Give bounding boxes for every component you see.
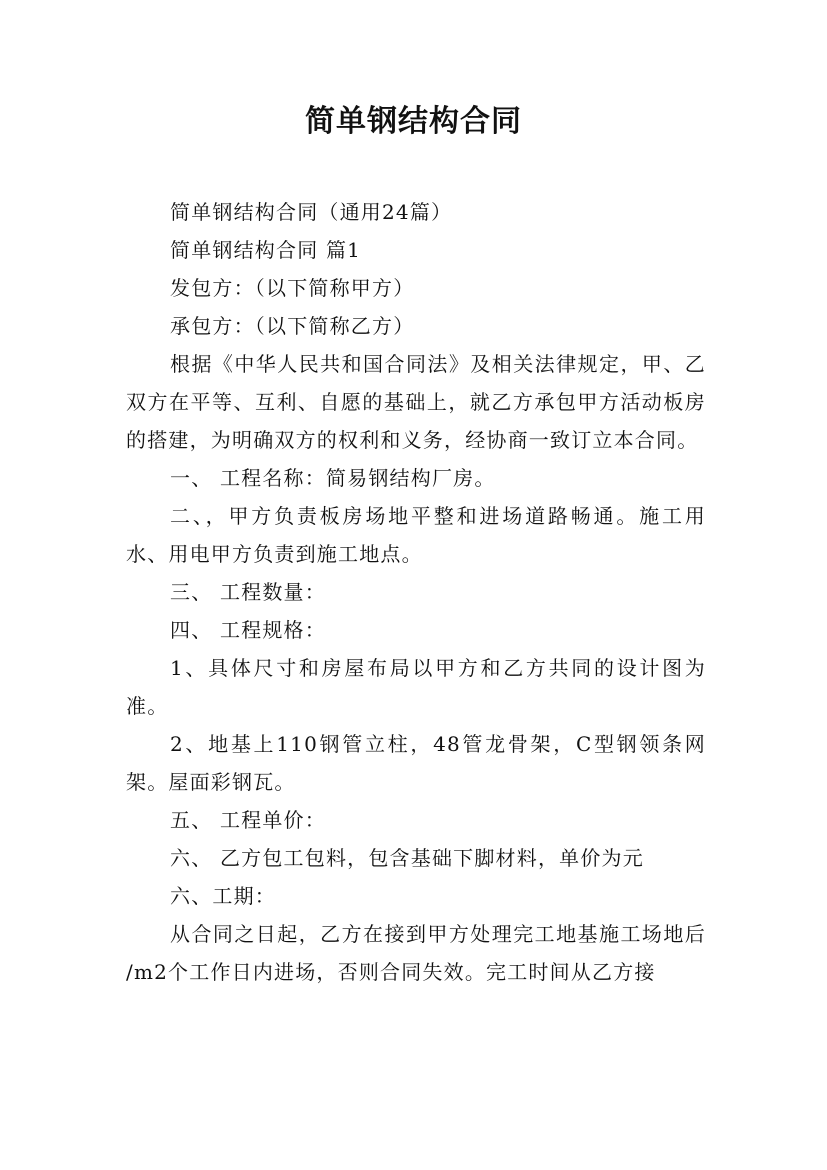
paragraph-spec-2: 2、地基上110钢管立柱，48管龙骨架，C型钢领条网架。屋面彩钢瓦。	[126, 732, 706, 794]
paragraph-contractor-b: 承包方：（以下简称乙方）	[170, 314, 415, 338]
paragraph-clause-2: 二、，甲方负责板房场地平整和进场道路畅通。施工用水、用电甲方负责到施工地点。	[126, 504, 706, 566]
paragraph-clause-6-schedule: 六、工期：	[170, 884, 276, 908]
document-body	[126, 193, 706, 991]
paragraph-spec-1: 1、具体尺寸和房屋布局以甲方和乙方共同的设计图为准。	[126, 656, 706, 718]
paragraph-clause-3: 三、 工程数量：	[170, 580, 326, 604]
paragraph-section-heading: 简单钢结构合同 篇1	[170, 238, 362, 262]
paragraph-contractor-a: 发包方：（以下简称甲方）	[170, 276, 415, 300]
paragraph-clause-6: 六、 乙方包工包料，包含基础下脚材料，单价为元	[170, 846, 644, 870]
paragraph-clause-1: 一、 工程名称：简易钢结构厂房。	[170, 466, 496, 490]
document-title: 简单钢结构合同	[305, 104, 522, 139]
paragraph-schedule-detail: 从合同之日起，乙方在接到甲方处理完工地基施工场地后 /m2个工作日内进场，否则合同失效。完工时间从乙方接	[126, 922, 706, 984]
paragraph-subtitle: 简单钢结构合同（通用24篇）	[170, 200, 453, 224]
paragraph-clause-4: 四、 工程规格：	[170, 618, 326, 642]
paragraph-preamble: 根据《中华人民共和国合同法》及相关法律规定，甲、乙双方在平等、互利、自愿的基础上，就乙方承包甲方活动板房的搭建，为明确双方的权利和义务，经协商一致订立本合同。	[126, 352, 706, 452]
paragraph-clause-5: 五、 工程单价：	[170, 808, 326, 832]
